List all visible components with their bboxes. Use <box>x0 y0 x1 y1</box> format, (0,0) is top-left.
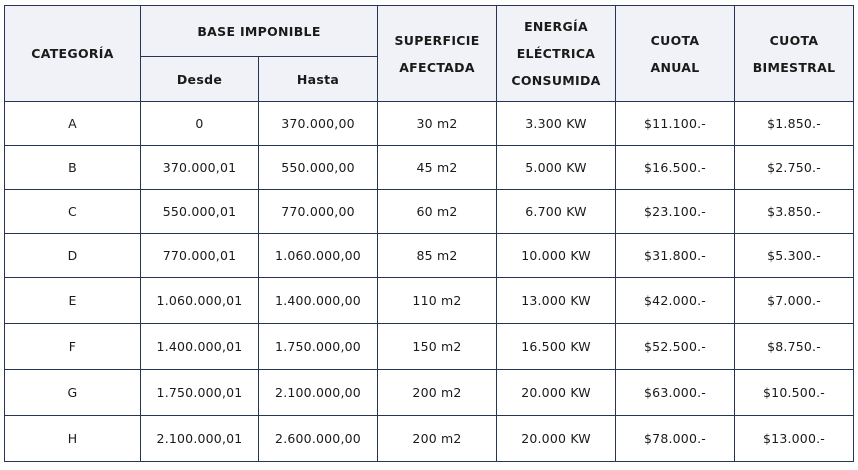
cell-desde: 0 <box>141 102 259 146</box>
cell-superficie: 60 m2 <box>378 190 497 234</box>
cell-hasta: 1.060.000,00 <box>259 234 378 278</box>
cell-cuota-anual: $16.500.- <box>616 146 735 190</box>
cell-cuota-anual: $11.100.- <box>616 102 735 146</box>
cell-categoria: C <box>5 190 141 234</box>
header-desde: Desde <box>141 57 259 102</box>
cell-cuota-anual: $63.000.- <box>616 370 735 416</box>
cell-hasta: 370.000,00 <box>259 102 378 146</box>
cell-categoria: B <box>5 146 141 190</box>
cell-desde: 1.400.000,01 <box>141 324 259 370</box>
cell-categoria: D <box>5 234 141 278</box>
cell-cuota-anual: $52.500.- <box>616 324 735 370</box>
table-row <box>5 102 854 146</box>
cell-categoria: H <box>5 416 141 462</box>
cell-energia: 10.000 KW <box>497 234 616 278</box>
table-row <box>5 278 854 324</box>
cell-superficie: 45 m2 <box>378 146 497 190</box>
cell-energia: 20.000 KW <box>497 370 616 416</box>
cell-superficie: 85 m2 <box>378 234 497 278</box>
cell-cuota-bimestral: $8.750.- <box>735 324 854 370</box>
cell-energia: 5.000 KW <box>497 146 616 190</box>
header-cuota-anual-line1: CUOTA <box>650 32 700 48</box>
header-superficie-line2: AFECTADA <box>399 59 475 75</box>
table-row <box>5 324 854 370</box>
tariff-table <box>4 5 854 462</box>
table-body <box>5 102 854 462</box>
cell-desde: 550.000,01 <box>141 190 259 234</box>
cell-cuota-bimestral: $10.500.- <box>735 370 854 416</box>
cell-energia: 20.000 KW <box>497 416 616 462</box>
table-header <box>5 6 854 102</box>
cell-cuota-bimestral: $7.000.- <box>735 278 854 324</box>
cell-cuota-anual: $42.000.- <box>616 278 735 324</box>
cell-hasta: 2.100.000,00 <box>259 370 378 416</box>
cell-categoria: A <box>5 102 141 146</box>
cell-superficie: 200 m2 <box>378 370 497 416</box>
cell-superficie: 200 m2 <box>378 416 497 462</box>
cell-superficie: 30 m2 <box>378 102 497 146</box>
header-energia-line2: ELÉCTRICA <box>516 46 596 61</box>
cell-hasta: 550.000,00 <box>259 146 378 190</box>
cell-energia: 3.300 KW <box>497 102 616 146</box>
cell-hasta: 2.600.000,00 <box>259 416 378 462</box>
header-cuota-bimestral <box>735 6 854 102</box>
cell-superficie: 150 m2 <box>378 324 497 370</box>
header-base-imponible: BASE IMPONIBLE <box>141 6 378 57</box>
cell-desde: 2.100.000,01 <box>141 416 259 462</box>
header-superficie-line1: SUPERFICIE <box>394 32 480 48</box>
table-row <box>5 416 854 462</box>
cell-cuota-bimestral: $3.850.- <box>735 190 854 234</box>
table-row <box>5 234 854 278</box>
cell-categoria: F <box>5 324 141 370</box>
header-superficie <box>378 6 497 102</box>
cell-energia: 6.700 KW <box>497 190 616 234</box>
header-cuota-bimestral-line2: BIMESTRAL <box>752 59 836 75</box>
header-categoria: CATEGORÍA <box>5 6 141 102</box>
cell-cuota-bimestral: $2.750.- <box>735 146 854 190</box>
cell-desde: 370.000,01 <box>141 146 259 190</box>
table-row <box>5 370 854 416</box>
header-cuota-bimestral-line1: CUOTA <box>769 32 819 48</box>
cell-desde: 1.060.000,01 <box>141 278 259 324</box>
cell-desde: 770.000,01 <box>141 234 259 278</box>
table-row <box>5 190 854 234</box>
cell-desde: 1.750.000,01 <box>141 370 259 416</box>
header-energia-line1: ENERGÍA <box>524 19 588 34</box>
header-cuota-anual <box>616 6 735 102</box>
cell-categoria: E <box>5 278 141 324</box>
header-hasta: Hasta <box>259 57 378 102</box>
cell-cuota-anual: $78.000.- <box>616 416 735 462</box>
table-row <box>5 146 854 190</box>
cell-energia: 13.000 KW <box>497 278 616 324</box>
cell-cuota-bimestral: $13.000.- <box>735 416 854 462</box>
header-cuota-anual-line2: ANUAL <box>650 59 700 75</box>
cell-superficie: 110 m2 <box>378 278 497 324</box>
cell-hasta: 770.000,00 <box>259 190 378 234</box>
cell-cuota-bimestral: $5.300.- <box>735 234 854 278</box>
cell-hasta: 1.750.000,00 <box>259 324 378 370</box>
cell-categoria: G <box>5 370 141 416</box>
header-energia <box>497 6 616 102</box>
cell-cuota-bimestral: $1.850.- <box>735 102 854 146</box>
cell-energia: 16.500 KW <box>497 324 616 370</box>
cell-hasta: 1.400.000,00 <box>259 278 378 324</box>
cell-cuota-anual: $23.100.- <box>616 190 735 234</box>
header-energia-line3: CONSUMIDA <box>511 73 601 88</box>
cell-cuota-anual: $31.800.- <box>616 234 735 278</box>
